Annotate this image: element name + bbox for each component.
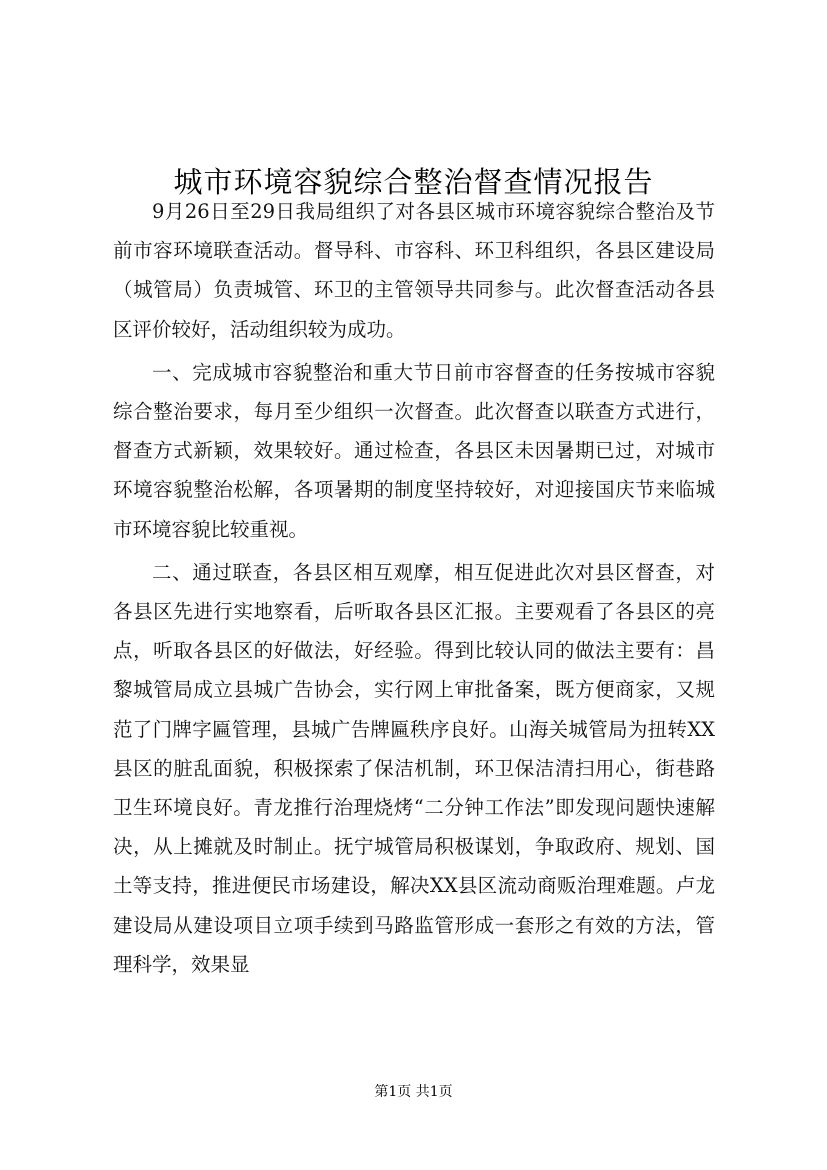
paragraph-section-two: 二、通过联查，各县区相互观摩，相互促进此次对县区督查，对各县区先进行实地察看，后听取各县区汇报。主要观看了各县区的亮点，听取各县区的好做法，好经验。得到比较认同的做法主要有：昌黎城管局成立县城广告协会，实行网上审批备案，既方便商家，又规范了门牌字匾管理，县城广告牌匾秩序良好。山海关城管局为扭转XX县区的脏乱面貌，积极探索了保洁机制，环卫保洁清扫用心，街巷路卫生环境良好。青龙推行治理烧烤“二分钟工作法”即发现问题快速解决，从上摊就及时制止。抚宁城管局积极谋划，争取政府、规划、国土等支持，推进便民市场建设，解决XX县区流动商贩治理难题。卢龙建设局从建设项目立项手续到马路监管形成一套形之有效的方法，管理科学，效果显 [113, 560, 715, 976]
page-number-footer: 第1页 共1页 [374, 1084, 453, 1100]
document-body [113, 192, 715, 988]
document-title: 城市环境容貌综合整治督查情况报告 [173, 165, 654, 200]
paragraph-intro: 9月26日至29日我局组织了对各县区城市环境容貌综合整治及节前市容环境联查活动。督导科、市容科、环卫科组织，各县区建设局（城管局）负责城管、环卫的主管领导共同参与。此次督查活动各县区评价较好，活动组织较为成功。 [113, 200, 715, 341]
paragraph-section-one: 一、完成城市容貌整治和重大节日前市容督查的任务按城市容貌综合整治要求，每月至少组织一次督查。此次督查以联查方式进行，督查方式新颖，效果较好。通过检查，各县区未因暑期已过，对城市环境容貌整治松解，各项暑期的制度坚持较好，对迎接国庆节来临城市环境容貌比较重视。 [113, 360, 715, 541]
